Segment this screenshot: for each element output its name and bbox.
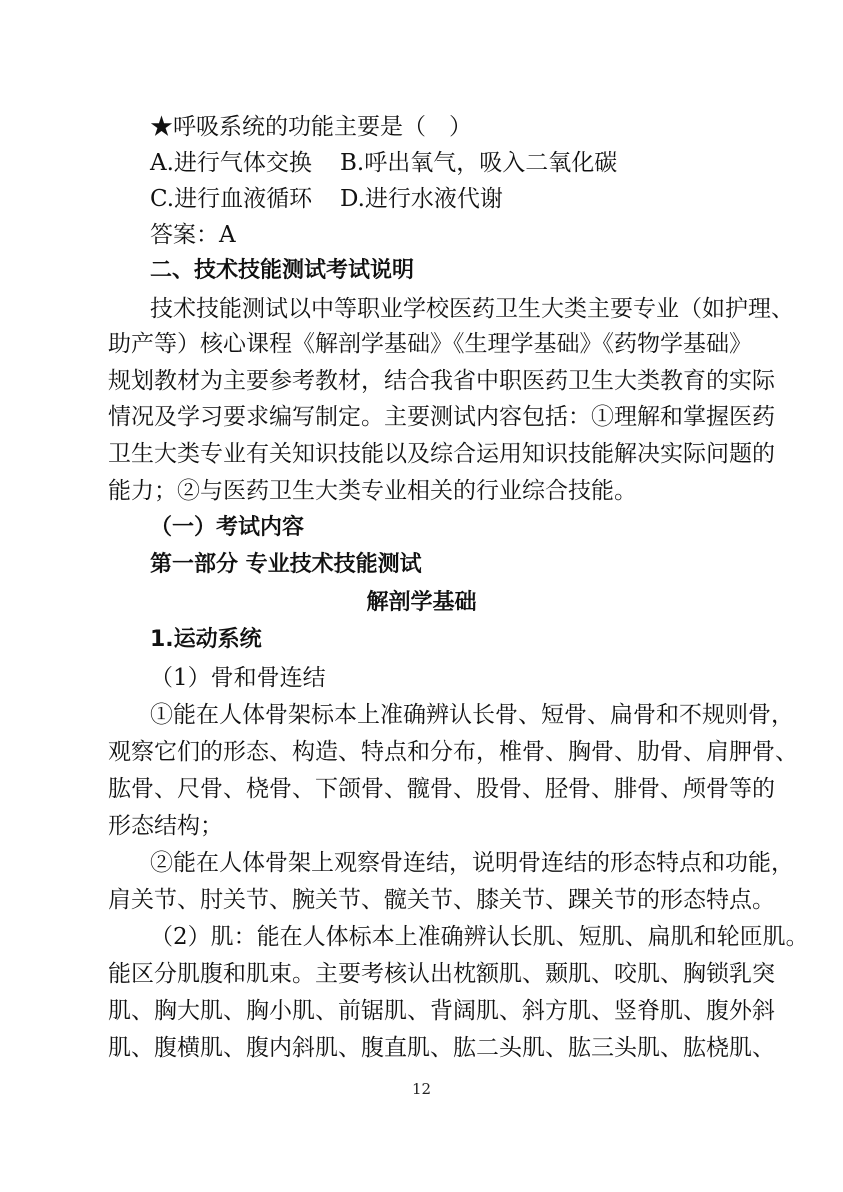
paragraph-line: 能区分肌腹和肌束。主要考核认出枕额肌、颞肌、咬肌、胸锁乳突 bbox=[108, 961, 775, 987]
paragraph-line: 观察它们的形态、构造、特点和分布，椎骨、胸骨、肋骨、肩胛骨、 bbox=[108, 739, 798, 765]
part-heading: 第一部分 专业技术技能测试 bbox=[150, 552, 422, 577]
option-b: B.呼出氧气，吸入二氧化碳 bbox=[340, 150, 618, 176]
paragraph-line: 形态结构； bbox=[108, 813, 223, 839]
option-a: A.进行气体交换 bbox=[150, 150, 312, 176]
paragraph-line: 技术技能测试以中等职业学校医药卫生大类主要专业（如护理、 bbox=[150, 296, 794, 322]
section-heading: 二、技术技能测试考试说明 bbox=[150, 258, 415, 283]
subject-title: 解剖学基础 bbox=[366, 590, 477, 615]
option-d: D.进行水液代谢 bbox=[340, 186, 503, 212]
paragraph-line: 能力；②与医药卫生大类专业相关的行业综合技能。 bbox=[108, 478, 637, 504]
paragraph-line: 规划教材为主要参考教材，结合我省中职医药卫生大类教育的实际 bbox=[108, 368, 775, 394]
paragraph-line: 助产等）核心课程《解剖学基础》《生理学基础》《药物学基础》 bbox=[108, 331, 752, 357]
paragraph-line: ①能在人体骨架标本上准确辨认长骨、短骨、扁骨和不规则骨， bbox=[150, 702, 794, 728]
paragraph-line: 肌、腹横肌、腹内斜肌、腹直肌、肱二头肌、肱三头肌、肱桡肌、 bbox=[108, 1035, 775, 1061]
question-answer: 答案：A bbox=[150, 222, 236, 248]
question-stem: ★呼吸系统的功能主要是（ ） bbox=[150, 114, 472, 140]
option-c: C.进行血液循环 bbox=[150, 186, 313, 212]
paragraph-line: 肱骨、尺骨、桡骨、下颌骨、髋骨、股骨、胫骨、腓骨、颅骨等的 bbox=[108, 776, 775, 802]
paragraph-line: 情况及学习要求编写制定。主要测试内容包括：①理解和掌握医药 bbox=[108, 404, 775, 430]
paragraph-line: 肌、胸大肌、胸小肌、前锯肌、背阔肌、斜方肌、竖脊肌、腹外斜 bbox=[108, 998, 775, 1024]
sub-heading: （一）考试内容 bbox=[150, 515, 305, 540]
page-number: 12 bbox=[411, 1080, 432, 1098]
item-heading: （1）骨和骨连结 bbox=[150, 665, 326, 691]
topic-heading: 1.运动系统 bbox=[150, 627, 262, 652]
paragraph-line: ②能在人体骨架上观察骨连结，说明骨连结的形态特点和功能， bbox=[150, 850, 794, 876]
paragraph-line: 卫生大类专业有关知识技能以及综合运用知识技能解决实际问题的 bbox=[108, 441, 775, 467]
paragraph-line: 肩关节、肘关节、腕关节、髋关节、膝关节、踝关节的形态特点。 bbox=[108, 887, 775, 913]
paragraph-line: （2）肌：能在人体标本上准确辨认长肌、短肌、扁肌和轮匝肌。 bbox=[150, 924, 809, 950]
